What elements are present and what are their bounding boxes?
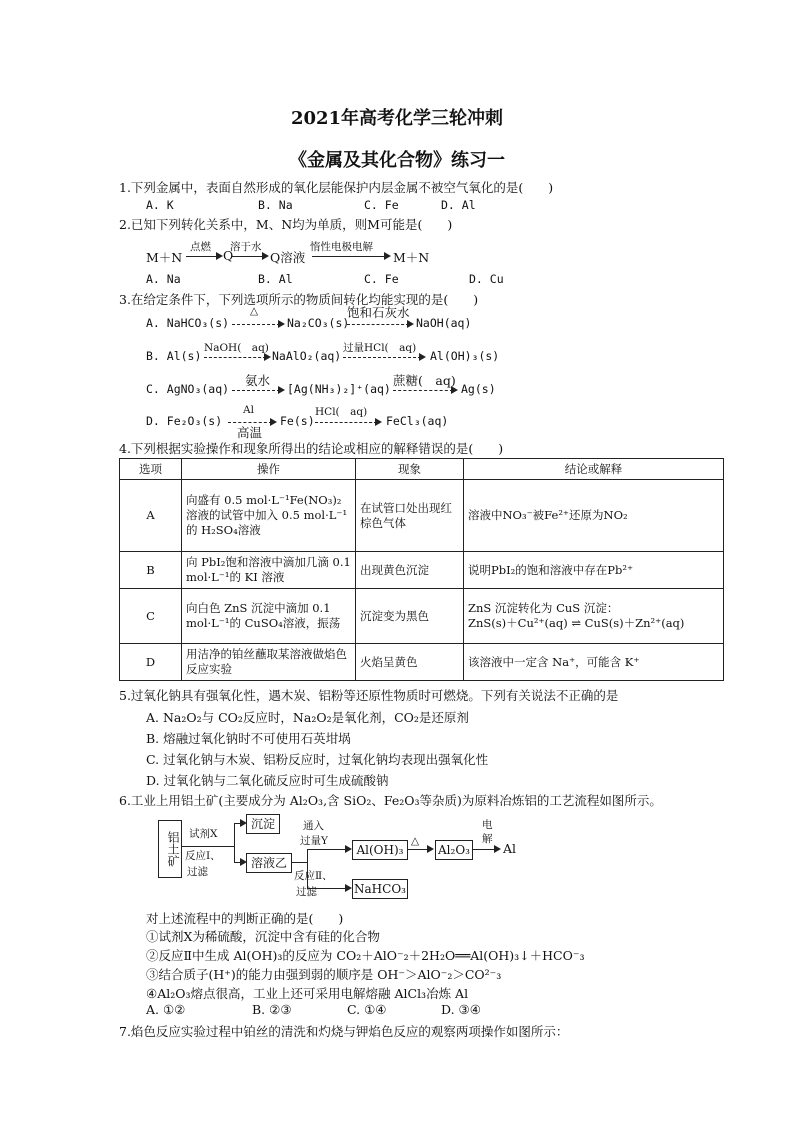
q3-b-mid: NaAlO₂(aq) [272,349,342,363]
row-phenomenon: 火焰呈黄色 [356,644,464,681]
flow-reaction1: 反应Ⅰ、 [185,850,221,862]
flow-elec2: 解 [482,833,493,845]
q3-b-end: Al(OH)₃(s) [430,349,500,363]
q2-option-a: A. Na [146,272,181,286]
q5-option-d: D. 过氧化钠与二氧化硫反应时可生成硫酸钠 [146,773,389,788]
q7-stem: 7.焰色反应实验过程中铂丝的清洗和灼烧与钾焰色反应的观察两项操作如图所示： [119,1024,569,1039]
q3-b-label: B. Al(s) [146,349,202,363]
q2-cond3: 惰性电极电解 [310,241,373,253]
q6-stem: 6.工业上用铝土矿(主要成分为 Al₂O₃,含 SiO₂、Fe₂O₃等杂质)为原料冶炼铝的工艺流程如图所示。 [119,793,662,808]
q3-b-arrow2 [343,357,421,358]
q2-option-d: D. Cu [469,272,504,286]
q5-stem: 5.过氧化钠具有强氧化性，遇木炭、铝粉等还原性物质时可燃烧。下列有关说法不正确的是 [119,688,619,703]
q2-mid1: Q [223,248,234,263]
flow-heat: △ [411,835,420,847]
q6-judge: 对上述流程中的判断正确的是( ) [146,911,344,926]
flow-filter2: 过滤 [296,886,317,898]
q2-option-b: B. Al [258,272,293,286]
q2-cond1: 点燃 [190,241,211,253]
header-phenomenon: 现象 [356,459,464,480]
q3-c-arrow2 [393,390,453,391]
q6-option-d: D. ③④ [441,1002,481,1017]
page-subtitle: 《金属及其化合物》练习一 [289,150,505,171]
row-option: D [120,644,182,681]
q2-arrow3 [312,256,386,257]
row-operation: 向白色 ZnS 沉淀中滴加 0.1 mol·L⁻¹的 CuSO₄溶液，振荡 [182,589,356,644]
row-option: B [120,552,182,589]
flow-excess: 过量Y [300,835,328,847]
q1-option-b: B. Na [258,198,293,212]
conclusion-line-1: ZnS 沉淀转化为 CuS 沉淀： [468,601,619,615]
q5-option-b: B. 熔融过氧化钠时不可使用石英坩埚 [146,731,351,746]
flow-solution: 溶液乙 [246,853,292,873]
flow-nahco3: NaHCO₃ [352,879,408,899]
q2-stem: 2.已知下列转化关系中，M、N均为单质，则M可能是( ) [119,217,453,232]
q4-stem: 4.下列根据实验操作和现象所得出的结论或相应的解释错误的是( ) [119,441,504,456]
q3-a-label: A. NaHCO₃(s) [146,316,230,330]
row-operation: 向盛有 0.5 mol·L⁻¹Fe(NO₃)₂溶液的试管中加入 0.5 mol·L⁻¹的 H₂SO₄溶液 [182,480,356,552]
q6-item-4: ④Al₂O₃熔点很高，工业上还可采用电解熔融 AlCl₃冶炼 Al [146,986,469,1001]
row-option: C [120,589,182,644]
q3-b-arrow1 [204,357,266,358]
q3-a-cond2: 饱和石灰水 [347,305,410,320]
table-row [120,589,724,644]
q3-d-label: D. Fe₂O₃(s) [146,414,223,428]
flow-reagent: 试剂X [189,828,218,840]
q1-option-c: C. Fe [364,198,399,212]
flow-aloh3: Al(OH)₃ [352,840,408,860]
q2-option-c: C. Fe [364,272,399,286]
q2-mid2: Q溶液 [270,250,306,265]
q6-option-b: B. ②③ [252,1002,292,1017]
table-row [120,552,724,589]
table-row [120,644,724,681]
q3-c-mid: [Ag(NH₃)₂]⁺(aq) [287,382,391,396]
q3-a-mid: Na₂CO₃(s) [287,316,350,330]
q3-d-end: FeCl₃(aq) [386,414,449,428]
q6-item-1: ①试剂X为稀硫酸，沉淀中含有硅的化合物 [146,929,380,944]
q3-d-cond2: HCl( aq) [315,406,368,418]
q3-c-cond1: 氨水 [245,373,271,388]
header-conclusion: 结论或解释 [464,459,724,480]
row-conclusion [464,589,724,644]
flow-filter1: 过滤 [187,866,208,878]
flow-al2o3: Al₂O₃ [435,840,473,860]
q3-a-arrow1 [232,324,280,325]
q5-option-c: C. 过氧化钠与木炭、铝粉反应时，过氧化钠均表现出强氧化性 [146,752,489,767]
q2-cond2: 溶于水 [230,241,262,253]
q3-d-mid: Fe(s) [280,414,315,428]
row-conclusion: 说明PbI₂的饱和溶液中存在Pb²⁺ [464,552,724,589]
flow-ore: 铝土矿 [158,820,182,878]
row-conclusion: 该溶液中一定含 Na⁺，可能含 K⁺ [464,644,724,681]
row-phenomenon: 在试管口处出现红棕色气体 [356,480,464,552]
q5-option-a: A. Na₂O₂与 CO₂反应时，Na₂O₂是氧化剂，CO₂是还原剂 [146,710,469,725]
q3-a-cond1: △ [250,305,259,317]
row-phenomenon: 沉淀变为黑色 [356,589,464,644]
row-phenomenon: 出现黄色沉淀 [356,552,464,589]
q3-c-end: Ag(s) [461,382,496,396]
row-operation: 用洁净的铂丝蘸取某溶液做焰色反应实验 [182,644,356,681]
row-operation: 向 PbI₂饱和溶液中滴加几滴 0.1 mol·L⁻¹的 KI 溶液 [182,552,356,589]
q4-table [119,458,724,681]
q2-arrow2 [232,256,264,257]
q1-option-d: D. Al [441,198,476,212]
q3-a-end: NaOH(aq) [416,316,472,330]
table-header-row [120,459,724,480]
q1-option-a: A. K [146,198,174,212]
q2-end: M＋N [393,250,430,265]
q3-a-arrow2 [347,324,409,325]
q2-arrow1 [186,256,218,257]
q3-c-cond2: 蔗糖( aq) [393,373,456,388]
q6-option-c: C. ①④ [347,1002,387,1017]
q3-d-cond1b: 高温 [237,425,263,440]
q3-c-arrow1 [232,390,280,391]
q3-c-label: C. AgNO₃(aq) [146,382,230,396]
page-title: 2021年高考化学三轮冲刺 [290,108,504,129]
q1-stem: 1.下列金属中，表面自然形成的氧化层能保护内层金属不被空气氧化的是( ) [119,180,554,195]
row-conclusion: 溶液中NO₃⁻被Fe²⁺还原为NO₂ [464,480,724,552]
q6-item-3: ③结合质子(H⁺)的能力由强到弱的顺序是 OH⁻＞AlO⁻₂＞CO²⁻₃ [146,967,502,982]
flow-elec: 电 [482,819,493,831]
q2-start: M＋N [146,250,183,265]
table-row [120,480,724,552]
header-operation: 操作 [182,459,356,480]
flow-pass: 通入 [303,820,324,832]
flow-precipitate: 沉淀 [246,814,280,834]
q3-b-cond2: 过量HCl( aq) [343,342,417,354]
q6-option-a: A. ①② [146,1002,186,1017]
q3-d-cond1: Al [243,404,254,416]
q3-stem: 3.在给定条件下，下列选项所示的物质间转化均能实现的是( ) [119,292,479,307]
row-option: A [120,480,182,552]
q6-item-2: ②反应Ⅱ中生成 Al(OH)₃的反应为 CO₂＋AlO⁻₂＋2H₂O══Al(OH)₃↓＋HCO⁻₃ [146,948,585,963]
flow-reaction2: 反应Ⅱ、 [294,870,333,882]
q3-d-arrow2 [315,422,377,423]
q3-b-cond1: NaOH( aq) [204,342,269,354]
conclusion-line-2: ZnS(s)＋Cu²⁺(aq) ⇌ CuS(s)＋Zn²⁺(aq) [468,616,685,630]
header-option: 选项 [120,459,182,480]
flow-al: Al [503,841,517,856]
